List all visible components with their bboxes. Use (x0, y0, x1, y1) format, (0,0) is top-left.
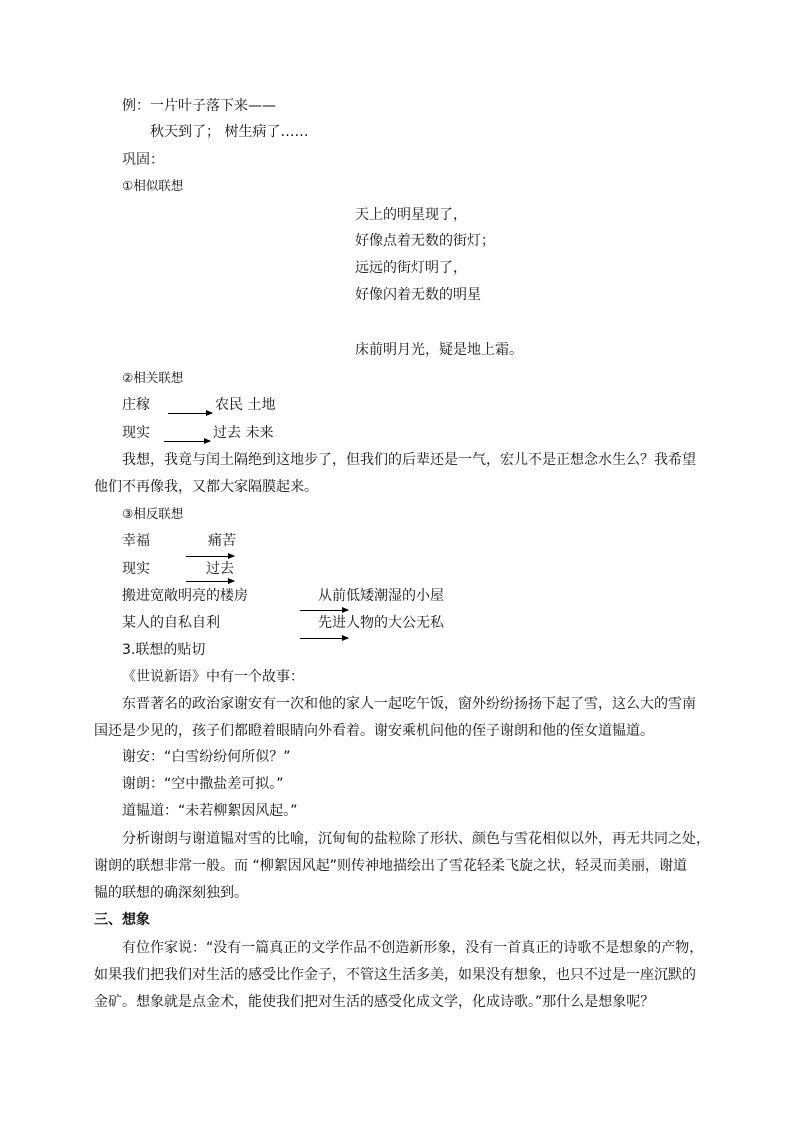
poem-line: 远远的街灯明了， (355, 260, 467, 276)
aptness-intro: 《世说新语》中有一个故事： (122, 669, 304, 685)
related-row-right: 农民 土地 (215, 397, 276, 413)
example-line-2: 秋天到了； 树生病了…… (150, 124, 309, 140)
imagination-line: 如果我们把我们对生活的感受比作金子，不管这生活多美，如果没有想象，也只不过是一座沉默的 (94, 967, 696, 983)
analysis-line: 韫的联想的确深刻独到。 (94, 885, 248, 901)
analysis-line: 谢朗的联想非常一般。而 “柳絮因风起”则传神地描绘出了雪花轻柔飞旋之状，轻灵而美丽，谢道 (94, 858, 687, 874)
opposite-row-left: 某人的自私自利 (122, 615, 220, 631)
opposite-row-left: 搬进宽敞明亮的楼房 (122, 588, 248, 604)
arrow (186, 556, 234, 557)
story-line: 东晋著名的政治家谢安有一次和他的家人一起吃午饭，窗外纷纷扬扬下起了雪，这么大的雪南 (122, 696, 696, 712)
poem-line: 好像闪着无数的明星 (355, 287, 481, 303)
dialogue-line: 道韫道：“未若柳絮因风起。” (122, 803, 298, 819)
related-row-left: 现实 (122, 425, 150, 441)
quote-line: 他们不再像我，又都大家隔膜起来。 (94, 479, 318, 495)
example-line-1: 例：一片叶子落下来—— (122, 98, 276, 114)
poem-line: 好像点着无数的街灯； (355, 233, 495, 249)
dialogue-line: 谢安：“白雪纷纷何所似？” (122, 749, 291, 765)
imagination-heading: 三、想象 (94, 912, 150, 928)
related-heading: ②相关联想 (122, 370, 184, 385)
related-row-left: 庄稼 (122, 397, 150, 413)
opposite-heading: ③相反联想 (122, 506, 184, 521)
imagination-line: 有位作家说：“没有一篇真正的文学作品不创造新形象，没有一首真正的诗歌不是想象的产物， (122, 940, 704, 956)
story-line: 国还是少见的，孩子们都瞪着眼睛向外看着。谢安乘机问他的侄子谢朗和他的侄女道韫道。 (94, 723, 654, 739)
similar-heading: ①相似联想 (122, 178, 184, 193)
opposite-row-left: 现实 (122, 561, 150, 577)
opposite-row-right: 先进人物的大公无私 (318, 615, 444, 631)
quote-line: 我想，我竟与闰土隔绝到这地步了，但我们的后辈还是一气，宏儿不是正想念水生么？我希望 (122, 452, 696, 468)
arrow (300, 610, 348, 611)
consolidate-label: 巩固： (122, 152, 164, 168)
opposite-row-right: 从前低矮潮湿的小屋 (318, 588, 444, 604)
aptness-heading: 3.联想的贴切 (122, 642, 206, 658)
arrow (164, 441, 210, 442)
arrow (300, 638, 348, 639)
arrow (168, 413, 212, 414)
poem-line: 天上的明星现了， (355, 207, 467, 223)
opposite-row-right: 过去 (206, 561, 234, 577)
opposite-row-left: 幸福 (122, 533, 150, 549)
arrow (186, 581, 234, 582)
related-row-right: 过去 未来 (213, 425, 274, 441)
analysis-line: 分析谢朗与谢道韫对雪的比喻，沉甸甸的盐粒除了形状、颜色与雪花相似以外，再无共同之处， (122, 831, 710, 847)
verse-line: 床前明月光，疑是地上霜。 (355, 342, 523, 358)
dialogue-line: 谢朗：“空中撒盐差可拟。” (122, 776, 284, 792)
imagination-line: 金矿。想象就是点金术，能使我们把对生活的感受化成文学，化成诗歌。”那什么是想象呢？ (94, 994, 655, 1010)
opposite-row-right: 痛苦 (208, 533, 236, 549)
